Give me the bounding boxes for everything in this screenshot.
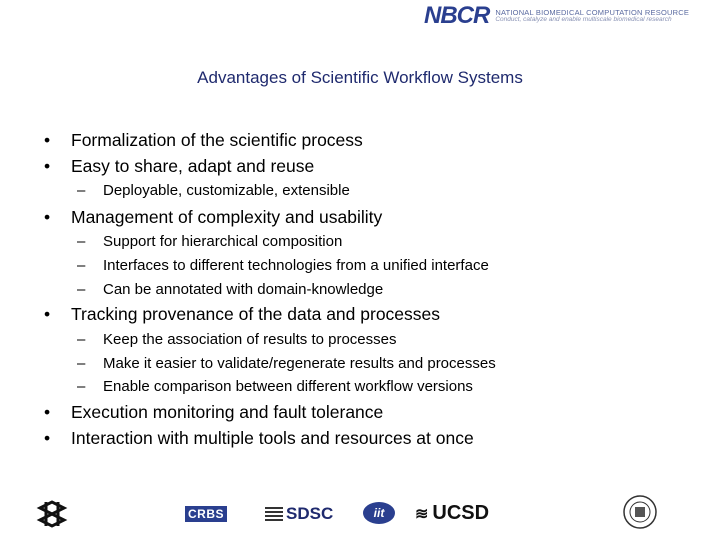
nbcr-logo-text [495, 9, 689, 24]
bullet-marker: • [44, 207, 51, 227]
bullet-text: Execution monitoring and fault tolerance [71, 402, 384, 422]
subbullet-marker: – [77, 281, 86, 298]
bullet-text: Management of complexity and usability [71, 207, 383, 227]
ucsd-wing-icon: ≋ [415, 505, 429, 523]
subbullet-text: Keep the association of results to processes [103, 331, 397, 348]
nbcr-logo-mark: NBCR [424, 2, 490, 29]
woven-emblem-icon [36, 498, 68, 530]
slide-title: Advantages of Scientific Workflow Systems [197, 68, 523, 87]
sdsc-mark-icon [265, 507, 283, 521]
subbullet-marker: – [77, 233, 86, 250]
bullet-text: Easy to share, adapt and reuse [71, 156, 315, 176]
subbullet-text: Interfaces to different technologies from a unified interface [103, 257, 489, 274]
sdsc-logo-text: SDSC [286, 504, 334, 523]
nbcr-logo [424, 4, 714, 28]
nbcr-logo-tagline: Conduct, catalyze and enable multiscale biomedical research [495, 15, 672, 23]
institute-seal-icon [622, 494, 658, 530]
subbullet-marker: – [77, 355, 86, 372]
subbullet-text: Can be annotated with domain-knowledge [103, 281, 384, 298]
subbullet-text: Enable comparison between different workflow versions [103, 378, 473, 395]
subbullet-marker: – [77, 257, 86, 274]
subbullet-marker: – [77, 378, 86, 395]
bullet-marker: • [44, 304, 51, 324]
subbullet-text: Support for hierarchical composition [103, 233, 343, 250]
subbullet-marker: – [77, 331, 86, 348]
subbullet-marker: – [77, 182, 86, 199]
slide-footer [0, 490, 720, 540]
bullet-text: Formalization of the scientific process [71, 130, 363, 150]
bullet-text: Interaction with multiple tools and resources at once [71, 428, 474, 448]
ucsd-logo-text: UCSD [432, 502, 490, 524]
bullet-marker: • [44, 428, 51, 448]
bullet-marker: • [44, 130, 51, 150]
bullet-marker: • [44, 402, 51, 422]
bullet-marker: • [44, 156, 51, 176]
crbs-logo: CRBS [185, 506, 227, 522]
iit-logo: iit [363, 502, 395, 524]
ucsd-logo [415, 502, 489, 525]
subbullet-text: Make it easier to validate/regenerate results and processes [103, 355, 496, 372]
sdsc-logo [265, 504, 333, 524]
slide-header [0, 0, 720, 36]
subbullet-text: Deployable, customizable, extensible [103, 182, 350, 199]
nbcr-logo-line1: NATIONAL BIOMEDICAL COMPUTATION RESOURCE [495, 7, 690, 17]
bullet-text: Tracking provenance of the data and processes [71, 304, 441, 324]
